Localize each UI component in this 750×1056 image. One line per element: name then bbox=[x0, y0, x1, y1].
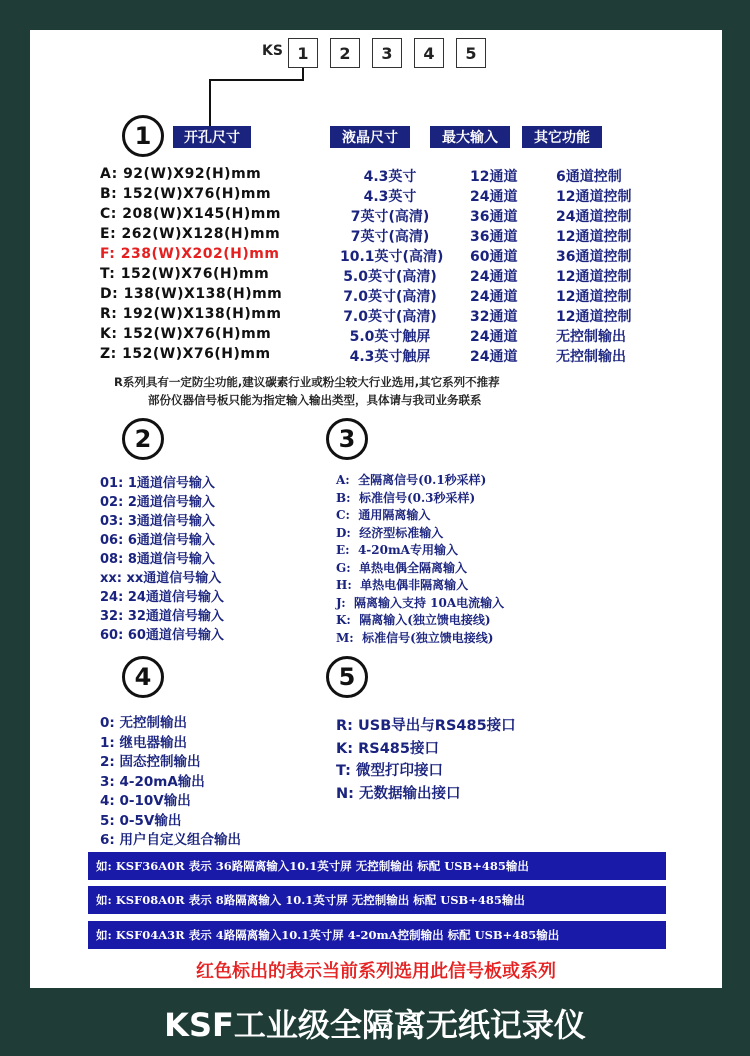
s3-text: 通用隔离输入 bbox=[358, 508, 431, 522]
s4-text: 4-20mA输出 bbox=[119, 773, 205, 790]
func-b: 12通道控制 bbox=[556, 189, 632, 205]
cutout-k: K: 152(W)X76(H)mm bbox=[100, 326, 272, 342]
input-z: 24通道 bbox=[470, 349, 518, 365]
s2-code: 03: bbox=[100, 514, 124, 529]
s5-text: RS485接口 bbox=[358, 740, 439, 757]
func-c: 24通道控制 bbox=[556, 209, 632, 225]
s2-text: 2通道信号输入 bbox=[127, 495, 215, 510]
s2-code: 60: bbox=[100, 628, 124, 643]
input-r: 32通道 bbox=[470, 309, 518, 325]
s3-text: 隔离输入(独立馈电接线) bbox=[359, 613, 491, 627]
selection-note: 红色标出的表示当前系列选用此信号板或系列 bbox=[196, 961, 556, 982]
s2-text: xx通道信号输入 bbox=[126, 571, 222, 586]
s3-code: C: bbox=[336, 508, 350, 522]
s5-text: 微型打印接口 bbox=[355, 763, 443, 779]
s4-code: 3: bbox=[100, 773, 115, 790]
input-c: 36通道 bbox=[470, 209, 518, 225]
cutout-a: A: 92(W)X92(H)mm bbox=[100, 166, 262, 182]
s4-code: 5: bbox=[100, 812, 115, 829]
s2-text: 24通道信号输入 bbox=[127, 590, 224, 605]
s4-code: 0: bbox=[100, 715, 115, 731]
cutout-r: R: 192(W)X138(H)mm bbox=[100, 306, 282, 322]
s3-text: 单热电偶全隔离输入 bbox=[359, 560, 468, 575]
s3-code: H: bbox=[336, 578, 352, 592]
s5-code: K: bbox=[336, 740, 354, 757]
s2-code: 08: bbox=[100, 552, 124, 567]
lcd-e: 7英寸(高清) bbox=[350, 229, 430, 245]
s3-text: 4-20mA专用输入 bbox=[357, 543, 458, 557]
lcd-t: 5.0英寸(高清) bbox=[343, 269, 437, 285]
s4-code: 6: bbox=[100, 832, 115, 848]
code-prefix: KS bbox=[262, 43, 283, 59]
s3-code: G: bbox=[336, 560, 351, 575]
cutout-c: C: 208(W)X145(H)mm bbox=[100, 206, 281, 222]
s4-code: 2: bbox=[100, 754, 115, 770]
board-note: 部份仪器信号板只能为指定输入输出类型，具体请与我司业务联系 bbox=[148, 393, 482, 407]
lcd-k: 5.0英寸触屏 bbox=[349, 329, 431, 345]
input-a: 12通道 bbox=[470, 169, 518, 185]
section-5-number: 5 bbox=[326, 656, 368, 698]
s4-text: 固态控制输出 bbox=[119, 754, 201, 770]
dust-note: R系列具有一定防尘功能,建议碳素行业或粉尘较大行业选用,其它系列不推荐 bbox=[114, 375, 500, 389]
func-f: 36通道控制 bbox=[556, 249, 632, 265]
code-digit-1: 1 bbox=[288, 38, 318, 68]
code-digit-2: 2 bbox=[330, 38, 360, 68]
s4-text: 继电器输出 bbox=[119, 734, 187, 751]
s5-code: N: bbox=[336, 785, 354, 802]
example-bar-2: 如: KSF08A0R 表示 8路隔离输入 10.1英寸屏 无控制输出 标配 USB+485输出 bbox=[88, 886, 666, 914]
lcd-z: 4.3英寸触屏 bbox=[349, 349, 431, 365]
section-2-number: 2 bbox=[122, 418, 164, 460]
input-e: 36通道 bbox=[470, 229, 518, 245]
func-z: 无控制输出 bbox=[556, 349, 626, 365]
s2-text: 3通道信号输入 bbox=[127, 514, 215, 529]
s5-code: R: bbox=[336, 718, 353, 734]
s4-text: 0-10V输出 bbox=[119, 793, 191, 809]
example-bar-3: 如: KSF04A3R 表示 4路隔离输入10.1英寸屏 4-20mA控制输出 标配 USB+485输出 bbox=[88, 921, 666, 949]
func-k: 无控制输出 bbox=[556, 329, 626, 345]
s3-code: B: bbox=[336, 490, 351, 505]
cutout-f-selected: F: 238(W)X202(H)mm bbox=[100, 246, 280, 262]
header-other-function: 其它功能 bbox=[522, 126, 602, 148]
s2-text: 32通道信号输入 bbox=[127, 609, 224, 624]
s3-text: 标准信号(独立馈电接线) bbox=[362, 630, 494, 645]
s3-code: E: bbox=[336, 543, 350, 557]
example-bar-1: 如: KSF36A0R 表示 36路隔离输入10.1英寸屏 无控制输出 标配 USB+485输出 bbox=[88, 852, 666, 880]
section-3-number: 3 bbox=[326, 418, 368, 460]
s2-code: 32: bbox=[100, 609, 124, 624]
lcd-r: 7.0英寸(高清) bbox=[343, 309, 437, 325]
s3-text-selected: 全隔离信号(0.1秒采样) bbox=[358, 473, 487, 487]
header-cutout: 开孔尺寸 bbox=[173, 126, 251, 148]
s5-text: USB导出与RS485接口 bbox=[358, 718, 516, 734]
s2-code: 02: bbox=[100, 495, 124, 510]
s3-code: J: bbox=[336, 595, 346, 610]
input-d: 24通道 bbox=[470, 289, 518, 305]
s3-text: 标准信号(0.3秒采样) bbox=[358, 490, 476, 505]
func-a: 6通道控制 bbox=[556, 169, 622, 185]
s4-text: 用户自定义组合输出 bbox=[119, 832, 241, 848]
s2-text: 8通道信号输入 bbox=[127, 552, 215, 567]
s2-text: 1通道信号输入 bbox=[127, 476, 215, 491]
input-b: 24通道 bbox=[470, 189, 518, 205]
cutout-d: D: 138(W)X138(H)mm bbox=[100, 286, 283, 302]
code-digit-4: 4 bbox=[414, 38, 444, 68]
header-lcd: 液晶尺寸 bbox=[330, 126, 410, 148]
func-t: 12通道控制 bbox=[556, 269, 632, 285]
s3-code: A: bbox=[336, 473, 350, 487]
s2-text: 60通道信号输入 bbox=[127, 628, 224, 643]
lcd-d: 7.0英寸(高清) bbox=[343, 289, 437, 305]
s3-code: M: bbox=[336, 630, 354, 645]
s3-code: K: bbox=[336, 613, 351, 627]
lcd-c: 7英寸(高清) bbox=[350, 209, 430, 225]
cutout-z: Z: 152(W)X76(H)mm bbox=[100, 346, 271, 362]
s3-code: D: bbox=[336, 525, 351, 540]
lcd-b: 4.3英寸 bbox=[363, 189, 417, 205]
input-k: 24通道 bbox=[470, 329, 518, 345]
lcd-a: 4.3英寸 bbox=[363, 169, 417, 185]
spec-card bbox=[30, 30, 722, 988]
func-e: 12通道控制 bbox=[556, 229, 632, 245]
s2-code: 01: bbox=[100, 476, 124, 491]
s4-code: 4: bbox=[100, 793, 115, 809]
section-4-number: 4 bbox=[122, 656, 164, 698]
s2-code: xx: bbox=[100, 571, 122, 586]
code-digit-3: 3 bbox=[372, 38, 402, 68]
s5-text: 无数据输出接口 bbox=[359, 785, 461, 802]
func-r: 12通道控制 bbox=[556, 309, 632, 325]
header-max-input: 最大输入 bbox=[430, 126, 510, 148]
lcd-f: 10.1英寸(高清) bbox=[340, 249, 444, 265]
s3-text: 隔离输入支持 10A电流输入 bbox=[353, 595, 505, 610]
s4-code: 1: bbox=[100, 734, 115, 751]
s2-text: 6通道信号输入 bbox=[127, 533, 215, 548]
input-f: 60通道 bbox=[470, 249, 518, 265]
code-digit-5: 5 bbox=[456, 38, 486, 68]
s5-code: T: bbox=[336, 763, 351, 779]
section-1-number: 1 bbox=[122, 115, 164, 157]
s3-text: 经济型标准输入 bbox=[359, 525, 444, 540]
input-t: 24通道 bbox=[470, 269, 518, 285]
s2-code: 24: bbox=[100, 590, 124, 605]
func-d: 12通道控制 bbox=[556, 289, 632, 305]
cutout-b: B: 152(W)X76(H)mm bbox=[100, 186, 272, 202]
s4-text: 0-5V输出 bbox=[119, 812, 182, 829]
s4-text: 无控制输出 bbox=[119, 715, 187, 731]
s2-code: 06: bbox=[100, 533, 124, 548]
s3-text: 单热电偶非隔离输入 bbox=[360, 578, 469, 592]
cutout-e: E: 262(W)X128(H)mm bbox=[100, 226, 281, 242]
product-title: KSF工业级全隔离无纸记录仪 bbox=[164, 1006, 586, 1044]
cutout-t: T: 152(W)X76(H)mm bbox=[100, 266, 270, 282]
